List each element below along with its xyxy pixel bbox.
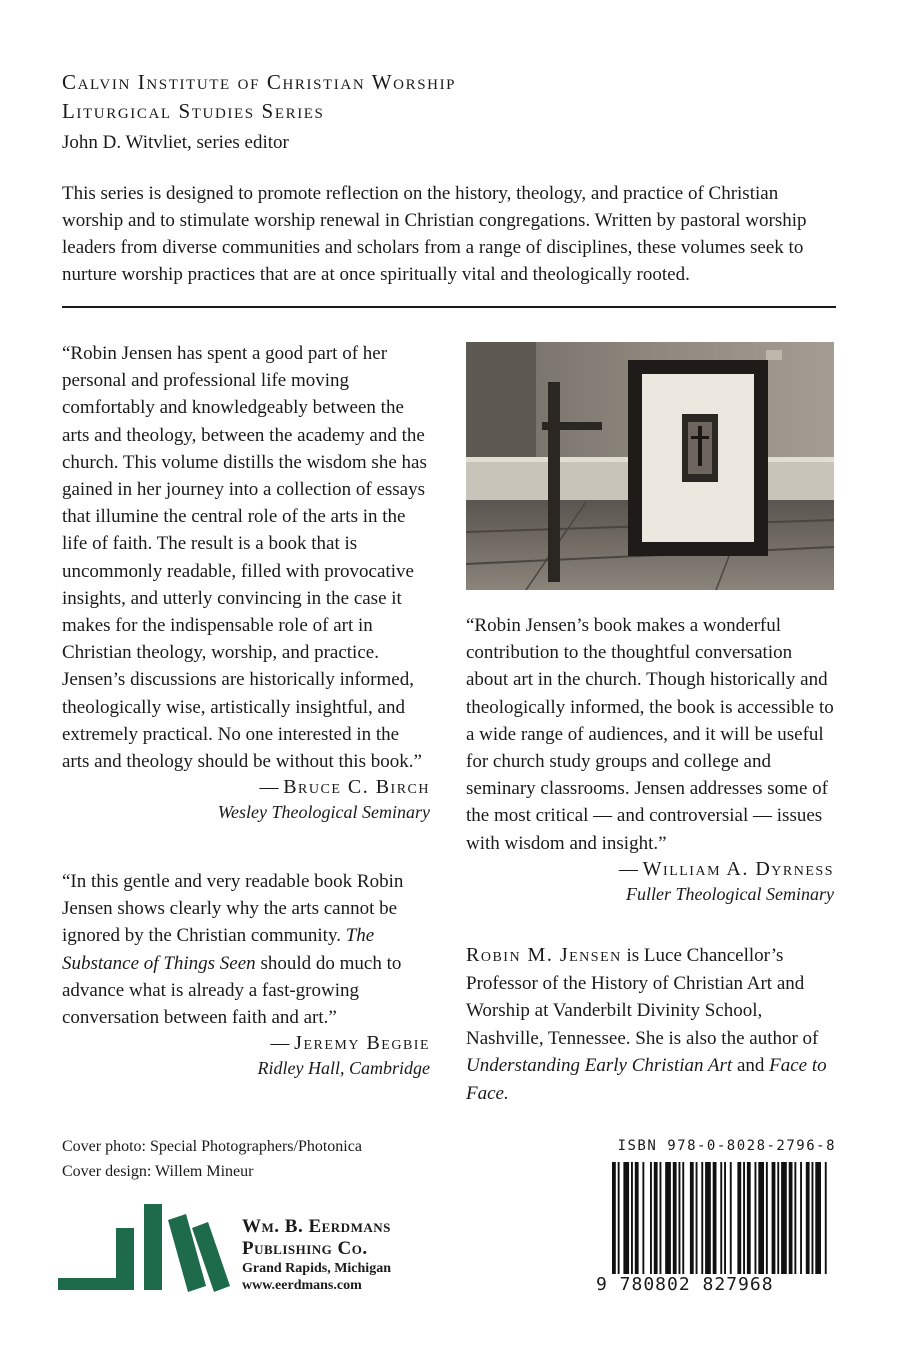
attribution-dash: —	[259, 777, 284, 799]
endorsement-attribution	[62, 775, 430, 825]
book-title: Face to Face.	[466, 1055, 827, 1104]
publisher-logo	[58, 1200, 234, 1292]
endorsement-quote: “Robin Jensen has spent a good part of her personal and professional life moving comfortably and knowledgeably between the arts and theology, between the academy and the church. This volume distills the wisdom she has gained in her journey into a collection of essays that illumine the central role of the arts in the life of faith. The result is a book that is uncommonly readable, filled with provocative insights, and utterly convincing in the case it makes for the indispensable role of art in Christian theology, worship, and practice. Jensen’s discussions are historically informed, theologically wise, artistically insightful, and extremely practical. No one interested in the arts and theology should be without this book.”	[62, 343, 427, 773]
endorser-name: Bruce C. Birch	[283, 776, 430, 799]
endorser-institution: Wesley Theological Seminary	[217, 802, 430, 823]
endorsement-attribution	[466, 857, 834, 907]
bio-text: and	[732, 1055, 770, 1076]
books-logo-icon	[58, 1200, 234, 1292]
barcode-icon	[596, 1162, 836, 1274]
book-title: The Substance of Things Seen	[62, 925, 375, 974]
publisher-name	[242, 1216, 391, 1294]
publisher-city: Grand Rapids, Michigan	[242, 1261, 391, 1276]
quote-part: “In this gentle and very readable book Robin Jensen shows clearly why the arts cannot be ignored by the Christian community.	[62, 871, 404, 947]
attribution-dash: —	[618, 858, 643, 880]
photo-credit: Cover photo: Special Photographers/Photonica	[62, 1138, 362, 1155]
series-editor: John D. Witvliet, series editor	[62, 132, 289, 153]
divider-rule	[62, 306, 836, 308]
attribution-dash: —	[270, 1033, 295, 1055]
endorser-name: Jeremy Begbie	[294, 1032, 430, 1055]
book-title: Understanding Early Christian Art	[466, 1055, 733, 1076]
framed-cross-photo-icon	[466, 342, 834, 590]
endorser-institution: Fuller Theological Seminary	[626, 883, 834, 904]
endorser-institution: Ridley Hall, Cambridge	[257, 1058, 430, 1079]
endorsement-birch	[62, 340, 430, 825]
series-header	[62, 68, 456, 126]
quote-part: should do much to advance what is already a fast-growing conversation between faith and art.”	[62, 952, 402, 1029]
author-bio	[466, 942, 836, 1107]
isbn-label: ISBN 978-0-8028-2796-8	[617, 1138, 836, 1154]
cover-photo	[466, 342, 834, 590]
publisher-name-line1: Wm. B. Eerdmans	[242, 1216, 391, 1237]
publisher-website: www.eerdmans.com	[242, 1278, 362, 1293]
design-credit: Cover design: Willem Mineur	[62, 1163, 254, 1180]
endorsement-begbie	[62, 868, 430, 1081]
endorsement-dyrness	[466, 612, 834, 907]
endorser-name: William A. Dyrness	[642, 857, 834, 880]
author-name: Robin M. Jensen	[466, 944, 622, 966]
barcode	[596, 1162, 836, 1292]
cover-credits	[62, 1134, 362, 1184]
endorsement-quote	[62, 868, 430, 1031]
series-name: Liturgical Studies Series	[62, 99, 325, 123]
endorsement-quote: “Robin Jensen’s book makes a wonderful contribution to the thoughtful conversation about art in the church. Though historically and theologically informed, the book is accessible to a wide range of audiences, and it will be useful for church study groups and college and seminary classrooms. Jensen addresses some of the most critical — and controversial — issues with wisdom and insight.”	[466, 615, 834, 854]
publisher-name-line2: Publishing Co.	[242, 1238, 368, 1259]
series-description: This series is designed to promote reflection on the history, theology, and practice of Christian worship and to stimulate worship renewal in Christian congregations. Written by pastoral worship leaders from diverse communities and scholars from a range of disciplines, these volumes seek to nurture worship practices that are at once spiritually vital and theologically rooted.	[62, 183, 807, 285]
series-institute: Calvin Institute of Christian Worship	[62, 70, 457, 94]
endorsement-attribution	[62, 1031, 430, 1081]
bio-text: is Luce Chancellor’s Professor of the History of Christian Art and Worship at Vanderbilt Divinity School, Nashville, Tennessee. She is also the author of	[466, 945, 819, 1049]
barcode-digits: 9 780802 827968	[596, 1274, 836, 1295]
